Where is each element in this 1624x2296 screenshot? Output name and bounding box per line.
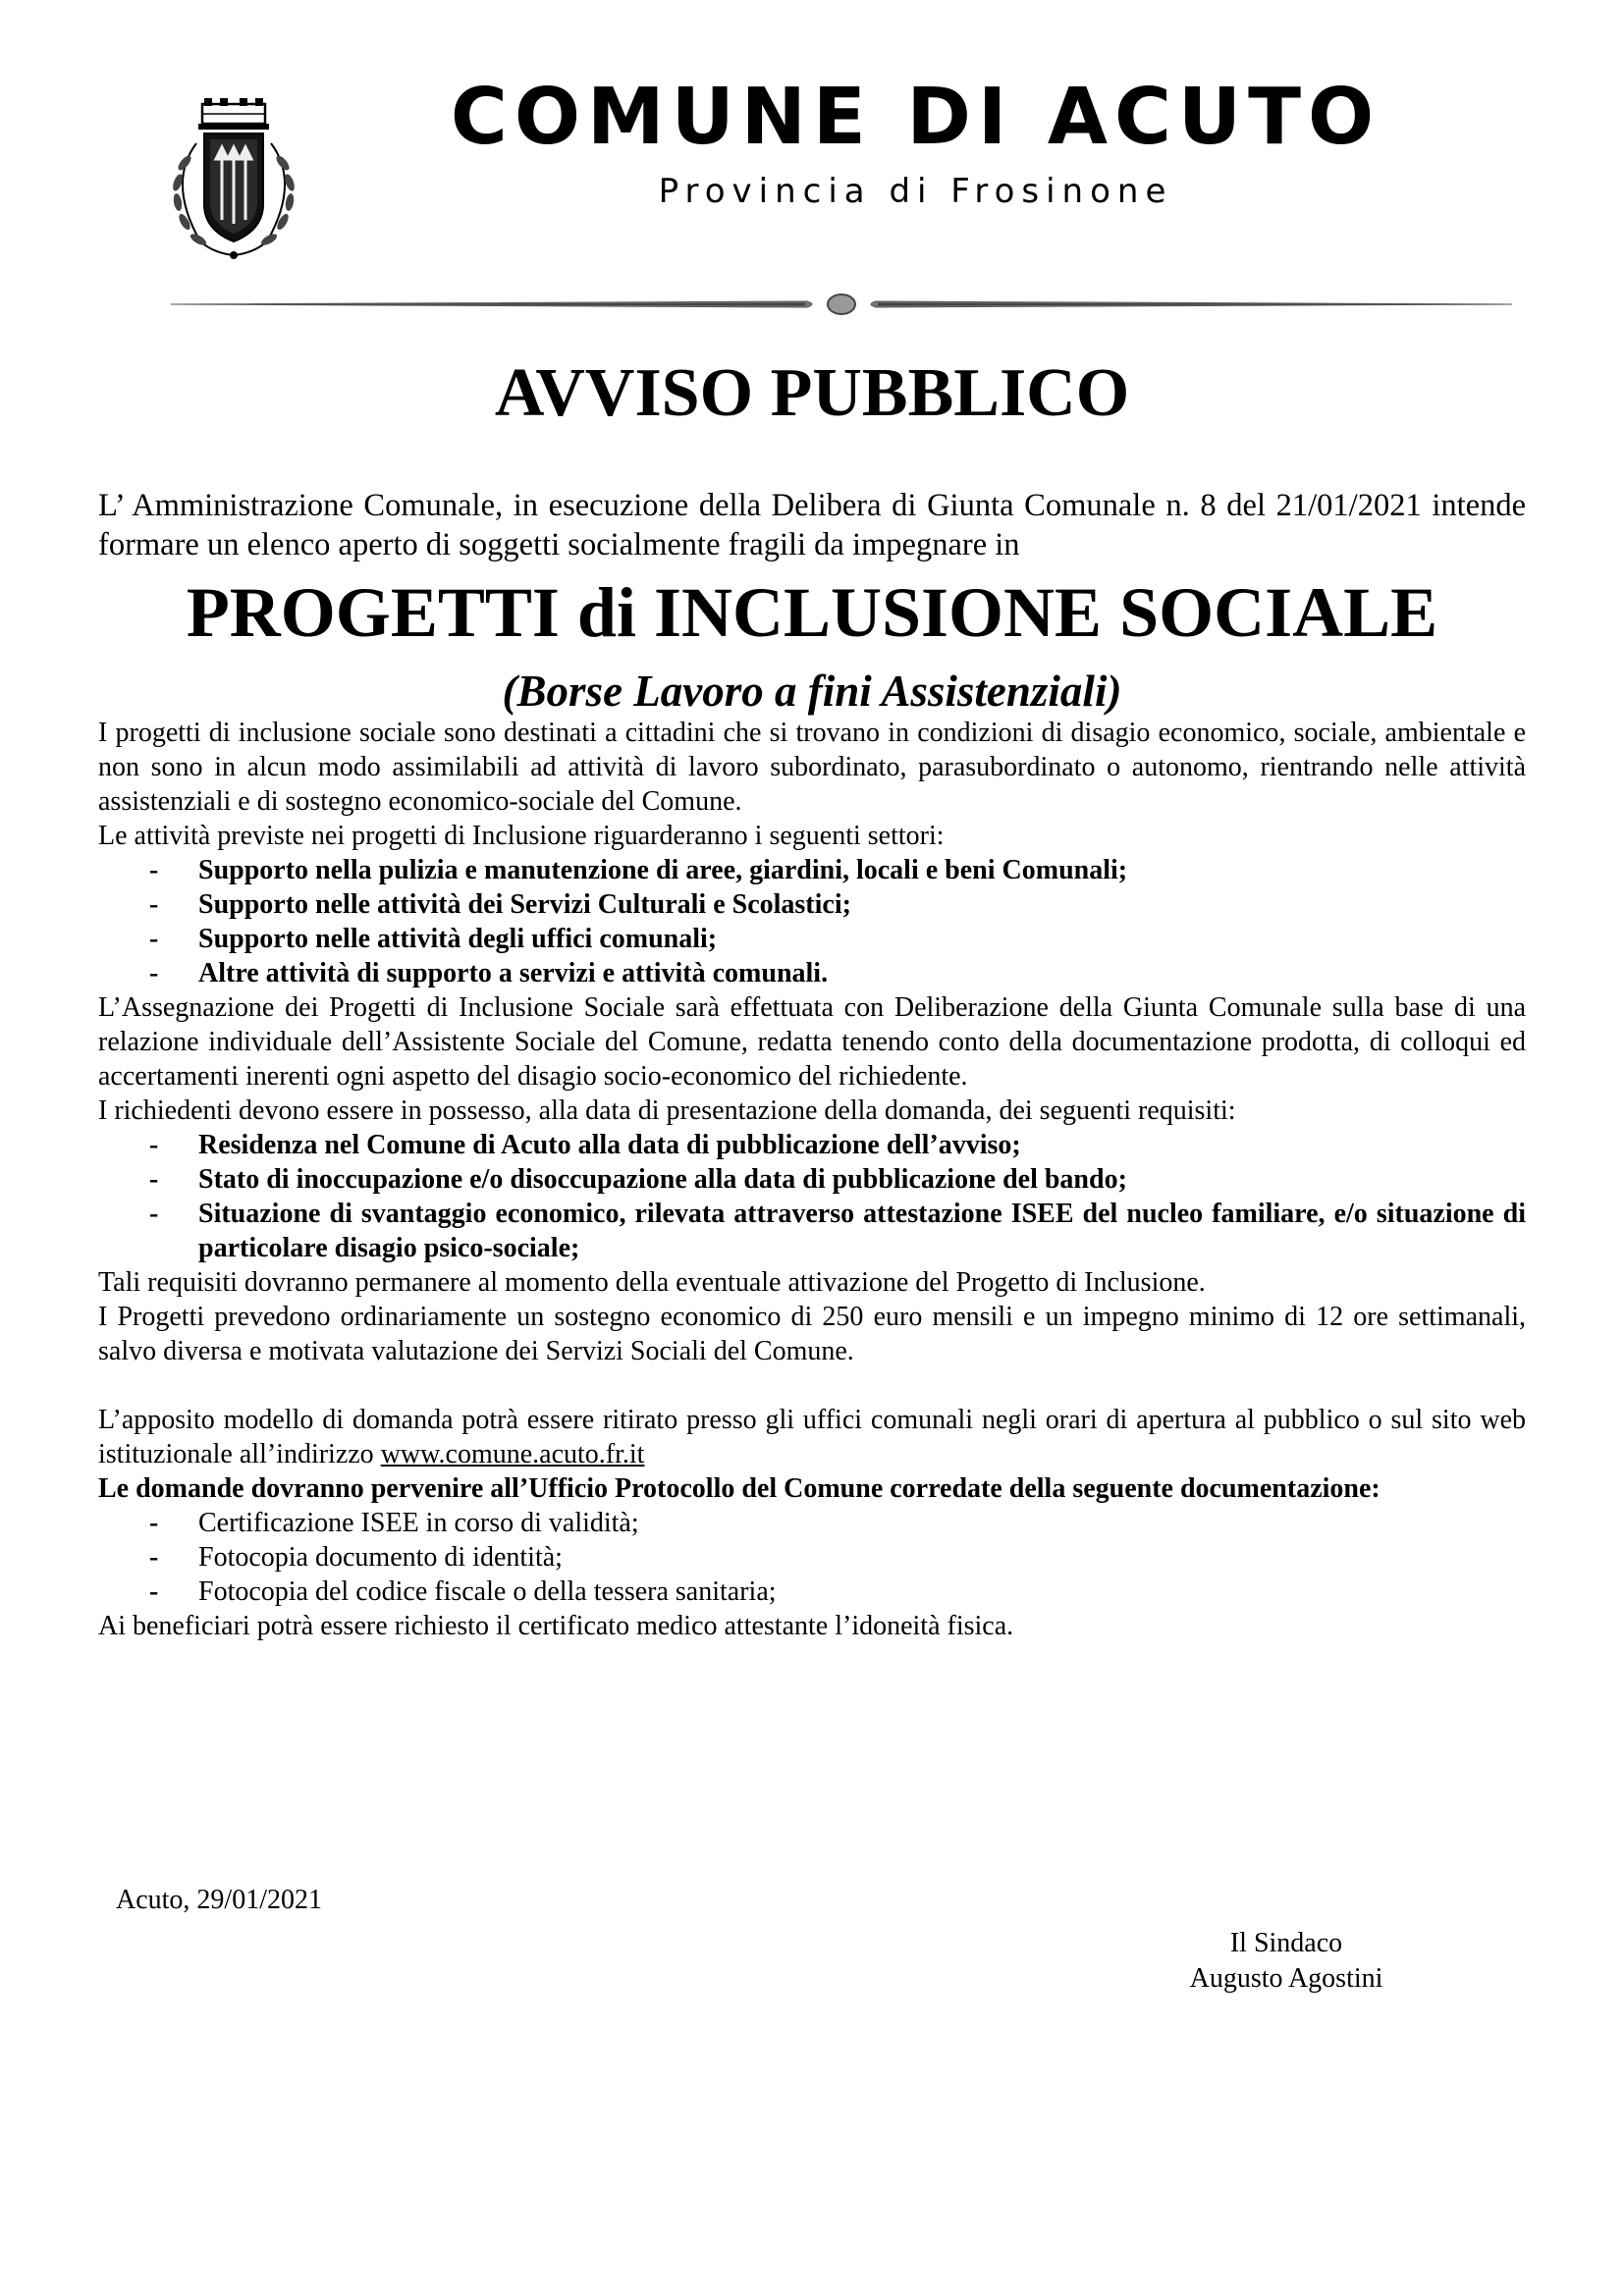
list-item: - Certificazione ISEE in corso di validità; <box>98 1506 1526 1540</box>
list-item: - Supporto nella pulizia e manutenzione di aree, giardini, locali e beni Comunali; <box>98 853 1526 887</box>
paragraph-requirements-permanence: Tali requisiti dovranno permanere al momento della eventuale attivazione del Progetto di Inclusione. <box>98 1267 1206 1298</box>
paragraph-application-form <box>98 1403 1526 1471</box>
province-name: Provincia di Frosinone <box>658 172 1173 211</box>
project-subtitle: (Borse Lavoro a fini Assistenziali) <box>502 667 1122 716</box>
coat-of-arms-icon <box>145 94 322 263</box>
intro-text: L’ Amministrazione Comunale, in esecuzione della Delibera di Giunta Comunale n. 8 del 21/01/2021 intende formare un elenco aperto di soggetti socialmente fragili da impegnare in <box>98 488 1526 562</box>
notice-body <box>98 716 1526 1643</box>
paragraph-economic-support: I Progetti prevedono ordinariamente un sostegno economico di 250 euro mensili e un impegno minimo di 12 ore settimanali, salvo diversa e motivata valutazione dei Servizi Sociali del Comune. <box>98 1302 1526 1366</box>
project-title: PROGETTI di INCLUSIONE SOCIALE <box>186 573 1438 652</box>
signer-role: Il Sindaco <box>1229 1928 1343 1958</box>
place-date: Acuto, 29/01/2021 <box>116 1885 322 1915</box>
documents-list <box>98 1506 1526 1609</box>
divider-ornament <box>169 291 1514 318</box>
paragraph-sectors-intro: Le attività previste nei progetti di Inclusione riguarderanno i seguenti settori: <box>98 821 945 851</box>
list-item: - Altre attività di supporto a servizi e attività comunali. <box>98 956 1526 990</box>
list-item: - Fotocopia documento di identità; <box>98 1540 1526 1575</box>
website-link[interactable]: www.comune.acuto.fr.it <box>380 1439 645 1469</box>
application-form-text: L’apposito modello di domanda potrà essere ritirato presso gli uffici comunali negli orari di apertura al pubblico o sul sito web istituzionale all’indirizzo <box>98 1405 1526 1469</box>
list-item: - Situazione di svantaggio economico, rilevata attraverso attestazione ISEE del nucleo familiare, e/o situazione di particolare disagio psico-sociale; <box>98 1197 1526 1265</box>
paragraph-medical-certificate: Ai beneficiari potrà essere richiesto il certificato medico attestante l’idoneità fisica. <box>98 1611 1014 1641</box>
list-item: - Supporto nelle attività degli uffici comunali; <box>98 922 1526 956</box>
list-item: - Residenza nel Comune di Acuto alla data di pubblicazione dell’avviso; <box>98 1128 1526 1162</box>
intro-paragraph <box>98 486 1526 564</box>
requirements-list <box>98 1128 1526 1265</box>
signer-name: Augusto Agostini <box>1189 1963 1383 1994</box>
list-item: - Stato di inoccupazione e/o disoccupazione alla data di pubblicazione del bando; <box>98 1162 1526 1197</box>
paragraph-recipients: I progetti di inclusione sociale sono destinati a cittadini che si trovano in condizioni di disagio economico, sociale, ambientale e non sono in alcun modo assimilabili ad attività di lavoro subordinato, parasubordinato o autonomo, rientrando nelle attività assistenziali e di sostegno economico-sociale del Comune. <box>98 718 1526 817</box>
spacer <box>98 1368 1526 1403</box>
sectors-list <box>98 853 1526 990</box>
list-item: - Fotocopia del codice fiscale o della tessera sanitaria; <box>98 1575 1526 1609</box>
notice-title: AVVISO PUBBLICO <box>494 355 1130 431</box>
paragraph-requirements-intro: I richiedenti devono essere in possesso, alla data di presentazione della domanda, dei seguenti requisiti: <box>98 1095 1236 1126</box>
municipality-name: COMUNE DI ACUTO <box>450 72 1381 162</box>
paragraph-assignment: L’Assegnazione dei Progetti di Inclusione Sociale sarà effettuata con Deliberazione della Giunta Comunale sulla base di una relazione individuale dell’Assistente Sociale del Comune, redatta tenendo conto della documentazione prodotta, di colloqui ed accertamenti inerenti ogni aspetto del disagio socio-economico del richiedente. <box>98 992 1526 1092</box>
paragraph-submission: Le domande dovranno pervenire all’Ufficio Protocollo del Comune corredate della seguente documentazione: <box>98 1473 1380 1504</box>
signature-block <box>1139 1926 1434 1997</box>
list-item: - Supporto nelle attività dei Servizi Culturali e Scolastici; <box>98 887 1526 922</box>
